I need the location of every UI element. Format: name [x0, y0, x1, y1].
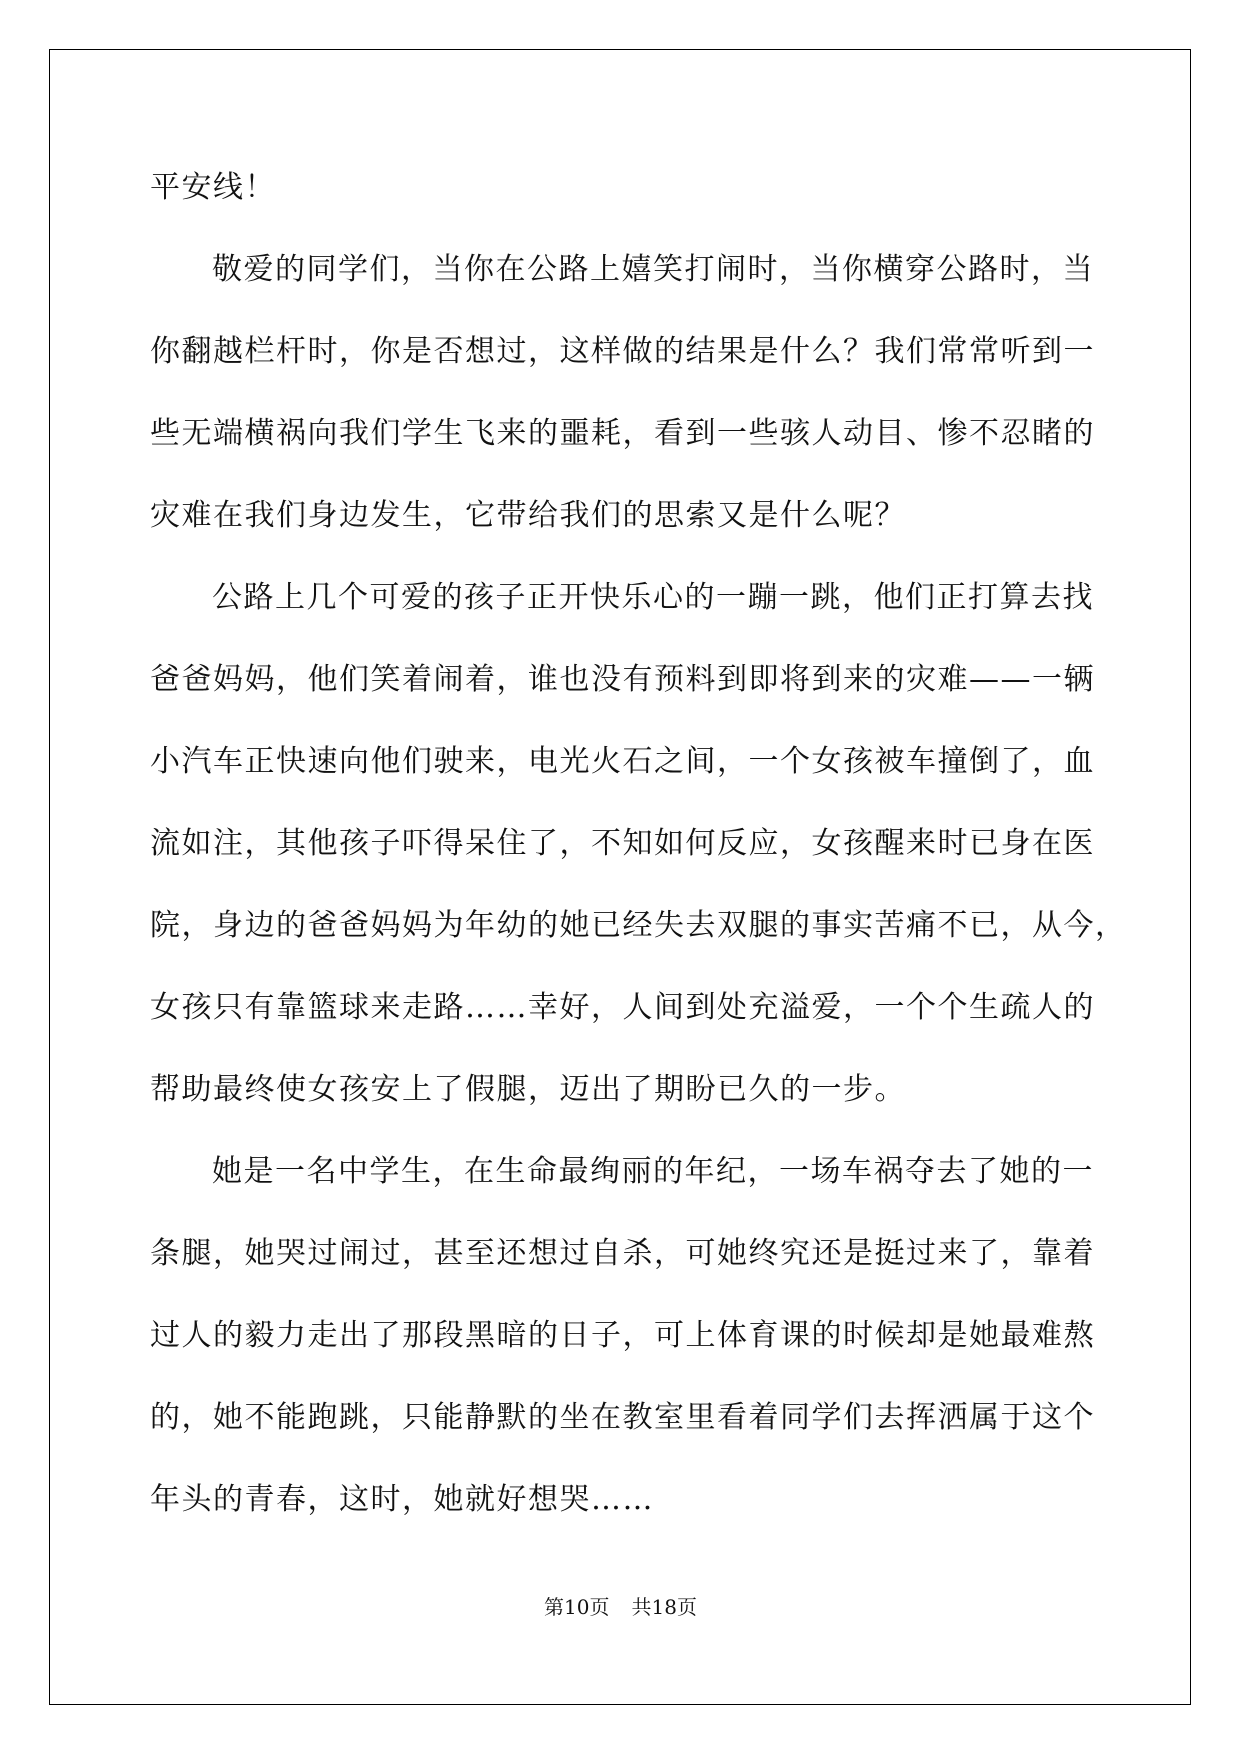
text-line: 年头的青春，这时，她就好想哭……: [150, 1482, 654, 1517]
text-line: 的，她不能跑跳，只能静默的坐在教室里看着同学们去挥洒属于这个: [150, 1400, 1095, 1435]
text-line: 女孩只有靠篮球来走路……幸好，人间到处充溢爱，一个个生疏人的: [150, 990, 1095, 1025]
text-line: 平安线！: [150, 170, 276, 205]
text-line: 流如注，其他孩子吓得呆住了，不知如何反应，女孩醒来时已身在医: [150, 826, 1095, 861]
page-total: 共18页: [631, 1595, 697, 1619]
text-line: 小汽车正快速向他们驶来，电光火石之间，一个女孩被车撞倒了，血: [150, 744, 1095, 779]
page-number: 第10页: [544, 1595, 610, 1619]
paragraph-first-line: 她是一名中学生，在生命最绚丽的年纪，一场车祸夺去了她的一: [212, 1154, 1094, 1189]
text-line: 你翻越栏杆时，你是否想过，这样做的结果是什么？我们常常听到一: [150, 334, 1095, 369]
text-line: 灾难在我们身边发生，它带给我们的思索又是什么呢？: [150, 498, 906, 533]
text-line: 帮助最终使女孩安上了假腿，迈出了期盼已久的一步。: [150, 1072, 906, 1107]
text-line: 院，身边的爸爸妈妈为年幼的她已经失去双腿的事实苦痛不已，从今，: [150, 908, 1127, 943]
paragraph-first-line: 公路上几个可爱的孩子正开快乐心的一蹦一跳，他们正打算去找: [212, 580, 1094, 615]
text-line: 爸爸妈妈，他们笑着闹着，谁也没有预料到即将到来的灾难——一辆: [150, 662, 1095, 697]
paragraph-first-line: 敬爱的同学们，当你在公路上嬉笑打闹时，当你横穿公路时，当: [212, 252, 1094, 287]
text-line: 些无端横祸向我们学生飞来的噩耗，看到一些骇人动目、惨不忍睹的: [150, 416, 1095, 451]
text-line: 过人的毅力走出了那段黑暗的日子，可上体育课的时候却是她最难熬: [150, 1318, 1095, 1353]
page-footer: [0, 1591, 1241, 1620]
text-line: 条腿，她哭过闹过，甚至还想过自杀，可她终究还是挺过来了，靠着: [150, 1236, 1095, 1271]
